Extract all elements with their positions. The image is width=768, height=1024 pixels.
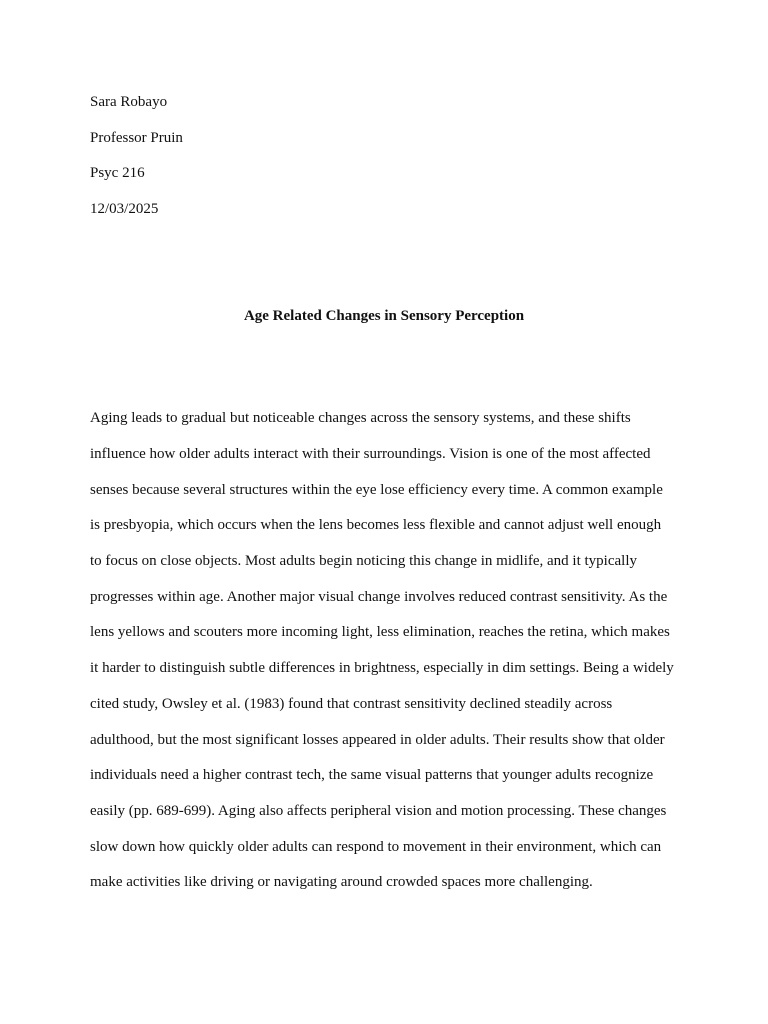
document-date: 12/03/2025 [90,201,159,217]
paragraph-line: individuals need a higher contrast tech, the same visual patterns that younger adults recognize [90,767,654,783]
paragraph-line: influence how older adults interact with their surroundings. Vision is one of the most affected [90,446,651,462]
paragraph-line: cited study, Owsley et al. (1983) found that contrast sensitivity declined steadily across [90,696,613,712]
paper-title: Age Related Changes in Sensory Perception [243,308,525,324]
paragraph-line: easily (pp. 689-699). Aging also affects peripheral vision and motion processing. These changes [90,803,667,819]
paragraph-line: Aging leads to gradual but noticeable changes across the sensory systems, and these shifts [90,410,631,426]
paragraph-line: lens yellows and scouters more incoming light, less elimination, reaches the retina, which makes [90,624,670,640]
paragraph-line: adulthood, but the most significant losses appeared in older adults. Their results show that older [90,732,665,748]
paragraph-line: slow down how quickly older adults can respond to movement in their environment, which can [90,839,662,855]
paragraph-line: to focus on close objects. Most adults begin noticing this change in midlife, and it typically [90,553,637,569]
paragraph-line: it harder to distinguish subtle differences in brightness, especially in dim settings. Being a widely [90,660,674,676]
paragraph-line: progresses within age. Another major visual change involves reduced contrast sensitivity. As the [90,589,668,605]
paragraph-line: make activities like driving or navigating around crowded spaces more challenging. [90,874,593,890]
professor-name: Professor Pruin [90,130,183,146]
author-name: Sara Robayo [90,94,168,110]
paragraph-line: senses because several structures within the eye lose efficiency every time. A common example [90,482,663,498]
course-code: Psyc 216 [90,165,145,181]
paragraph-line: is presbyopia, which occurs when the lens becomes less flexible and cannot adjust well enough [90,517,662,533]
